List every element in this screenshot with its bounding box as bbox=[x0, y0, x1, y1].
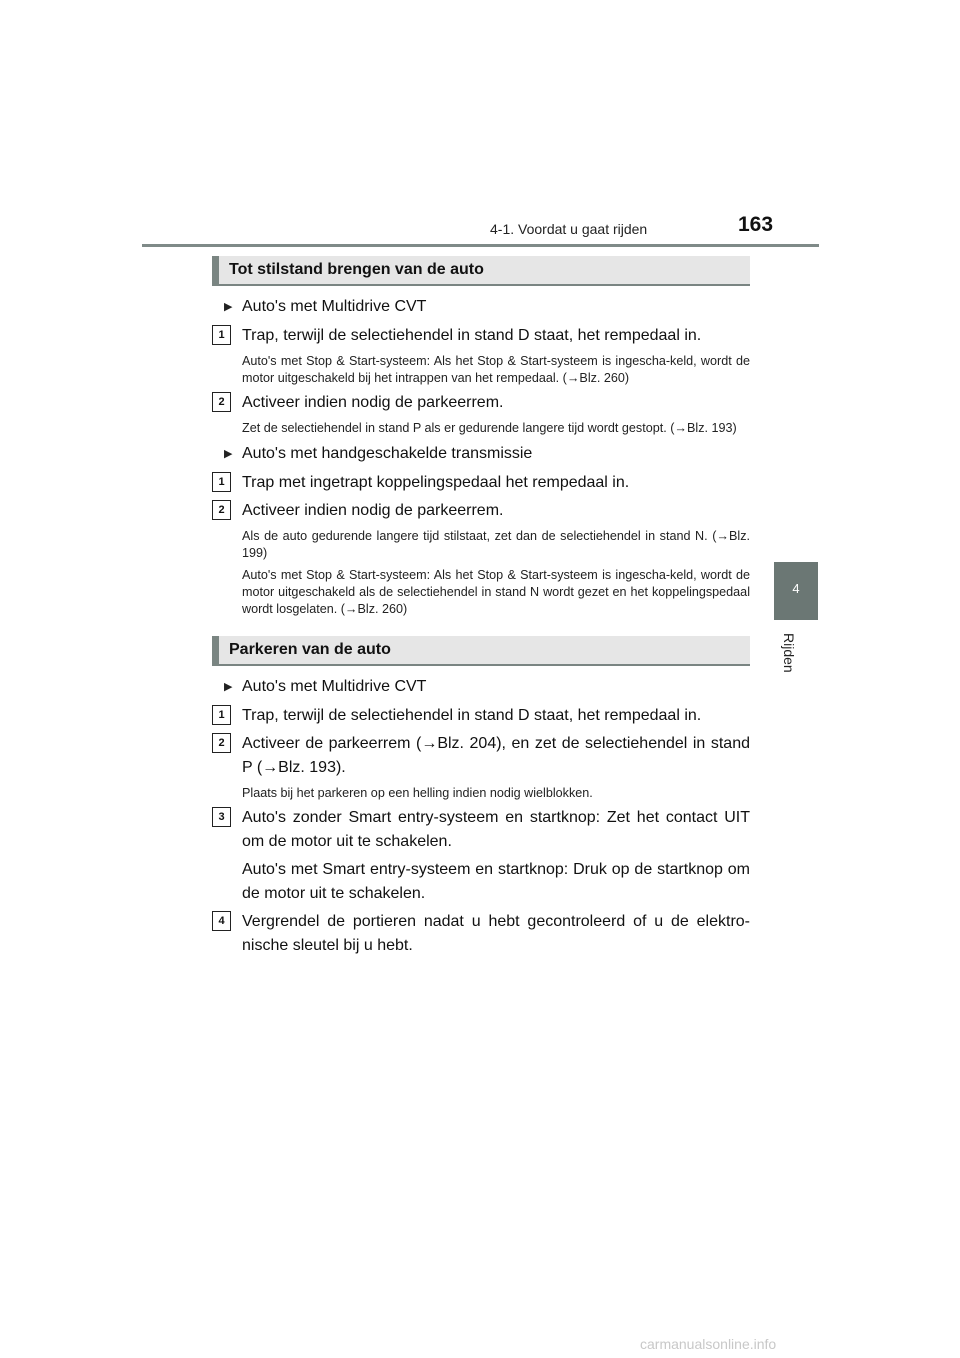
step-number-badge: 1 bbox=[212, 472, 231, 492]
step-number-badge: 3 bbox=[212, 807, 231, 827]
bullet-cvt: ▶ Auto's met Multidrive CVT bbox=[242, 674, 750, 700]
chapter-label: Rijden bbox=[781, 633, 797, 673]
step-note: Auto's met Stop & Start-systeem: Als het Stop & Start-systeem is ingescha-keld, wordt de motor uitgeschakeld als de selectiehendel in stand N wordt gezet en het koppelingspedaal wordt losgelaten. (→Blz. 260) bbox=[242, 568, 750, 616]
step: 4 Vergrendel de portieren nadat u hebt gecontroleerd of u de elektro-nische sleutel bij u hebt. bbox=[242, 910, 750, 958]
step: 3 Auto's zonder Smart entry-systeem en startknop: Zet het contact UIT om de motor uit te schakelen. bbox=[242, 806, 750, 854]
bullet-cvt: ▶ Auto's met Multidrive CVT bbox=[242, 294, 750, 320]
header-section-title: 4-1. Voordat u gaat rijden bbox=[490, 221, 648, 237]
step: 2 Activeer indien nodig de parkeerrem. bbox=[242, 499, 750, 523]
chapter-tab: 4 bbox=[774, 562, 818, 620]
step: 2 Activeer indien nodig de parkeerrem. bbox=[242, 391, 750, 415]
section-heading-stopping: Tot stilstand brengen van de auto bbox=[212, 256, 750, 286]
page-number: 163 bbox=[738, 213, 774, 236]
bullet-manual: ▶ Auto's met handgeschakelde transmissie bbox=[242, 441, 750, 467]
step-number-badge: 2 bbox=[212, 733, 231, 753]
step-continuation: Auto's met Smart entry-systeem en startknop: Druk op de startknop om de motor uit te schakelen. bbox=[242, 861, 750, 902]
step-number-badge: 4 bbox=[212, 911, 231, 931]
step-note: Auto's met Stop & Start-systeem: Als het Stop & Start-systeem is ingescha-keld, wordt de motor uitgeschakeld bij het intrappen van het rempedaal. (→Blz. 260) bbox=[242, 354, 750, 385]
step-number-badge: 2 bbox=[212, 392, 231, 412]
step: 1 Trap, terwijl de selectiehendel in stand D staat, het rempedaal in. bbox=[242, 324, 750, 348]
step-number-badge: 2 bbox=[212, 500, 231, 520]
page-content bbox=[212, 256, 750, 958]
step-note: Als de auto gedurende langere tijd stilstaat, zet dan de selectiehendel in stand N. (→Blz. 199) bbox=[242, 529, 750, 560]
triangle-bullet-icon: ▶ bbox=[224, 448, 233, 460]
step-number-badge: 1 bbox=[212, 705, 231, 725]
footer-watermark: carmanualsonline.info bbox=[640, 1336, 777, 1352]
step-number-badge: 1 bbox=[212, 325, 231, 345]
triangle-bullet-icon: ▶ bbox=[224, 301, 233, 313]
step-note: Plaats bij het parkeren op een helling indien nodig wielblokken. bbox=[242, 786, 593, 800]
step: 2 Activeer de parkeerrem (→Blz. 204), en zet de selectiehendel in stand P (→Blz. 193). bbox=[242, 732, 750, 780]
step-note: Zet de selectiehendel in stand P als er gedurende langere tijd wordt gestopt. (→Blz. 193) bbox=[242, 421, 737, 435]
triangle-bullet-icon: ▶ bbox=[224, 681, 233, 693]
header-divider bbox=[142, 244, 819, 247]
section-heading-parking: Parkeren van de auto bbox=[212, 636, 750, 666]
step: 1 Trap met ingetrapt koppelingspedaal het rempedaal in. bbox=[242, 471, 750, 495]
step: 1 Trap, terwijl de selectiehendel in stand D staat, het rempedaal in. bbox=[242, 704, 750, 728]
